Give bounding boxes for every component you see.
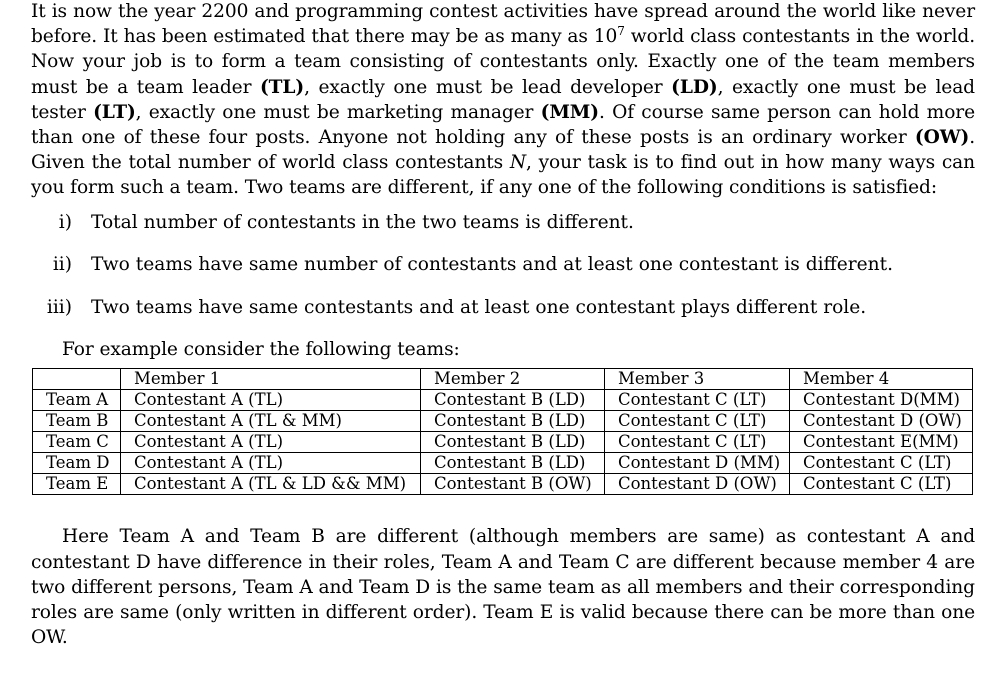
table-cell: Contestant C (LT) — [605, 432, 790, 453]
condition-marker: i) — [58, 211, 72, 233]
table-row — [33, 474, 973, 495]
role-lt: (LT) — [93, 101, 136, 123]
condition-text: Two teams have same number of contestants and at least one contestant is different. — [91, 254, 894, 276]
variable-n: N — [509, 152, 527, 174]
conditions-list — [31, 210, 975, 320]
team-label: Team C — [33, 432, 121, 453]
condition-item — [31, 295, 975, 320]
table-row — [33, 411, 973, 432]
exponent: 7 — [617, 24, 625, 39]
intro-text-4: , exactly one must be lead tester — [31, 76, 975, 123]
table-cell: Contestant A (TL) — [121, 432, 421, 453]
intro-text-7: . Given the total number of world class contestants — [31, 127, 975, 174]
teams-table — [32, 368, 973, 495]
condition-text: Total number of contestants in the two teams is different. — [91, 211, 634, 233]
table-cell: Contestant A (TL) — [121, 453, 421, 474]
intro-text-3: , exactly one must be lead developer — [304, 76, 672, 98]
table-row — [33, 390, 973, 411]
condition-item — [31, 252, 975, 277]
role-ow: (OW) — [914, 127, 970, 149]
condition-text: Two teams have same contestants and at least one contestant plays different role. — [91, 296, 867, 318]
intro-text-1: It is now the year 2200 and programming contest activities have spread around the world like never before. It has been estimated that there may be as many as 10 — [31, 1, 975, 48]
table-cell: Contestant D (OW) — [790, 411, 973, 432]
table-cell: Contestant D (OW) — [605, 474, 790, 495]
table-header-cell: Member 3 — [605, 369, 790, 390]
table-header-cell: Member 2 — [421, 369, 605, 390]
table-cell: Contestant C (LT) — [790, 474, 973, 495]
intro-text-8: , your task is to find out in how many ways can you form such a team. Two teams are different, if any one of the following conditions is satisfied: — [31, 152, 975, 199]
table-header-cell: Member 1 — [121, 369, 421, 390]
condition-marker: iii) — [46, 296, 72, 318]
intro-text-6: . Of course same person can hold more than one of these four posts. Anyone not holding any of these posts is an ordinary worker — [31, 101, 976, 149]
table-cell: Contestant D(MM) — [790, 390, 973, 411]
table-cell: Contestant C (LT) — [605, 411, 790, 432]
team-label: Team A — [33, 390, 121, 411]
intro-text-2: world class contestants in the world. Now your job is to form a team consisting of contestants only. Exactly one of the team members must be a team leader — [31, 26, 976, 98]
role-mm: (MM) — [540, 101, 599, 123]
conclusion-paragraph: Here Team A and Team B are different (although members are same) as contestant A and contestant D have difference in their roles, Team A and Team C are different because member 4 are two different persons, Team A and Team D is the same team as all members and their corresponding roles are same (only written in different order). Team E is valid because there can be more than one OW. — [31, 526, 975, 649]
role-ld: (LD) — [671, 76, 718, 98]
table-row — [33, 453, 973, 474]
team-label: Team B — [33, 411, 121, 432]
table-cell: Contestant E(MM) — [790, 432, 973, 453]
condition-item — [31, 210, 975, 235]
intro-text-5: , exactly one must be marketing manager — [135, 101, 541, 123]
table-cell: Contestant B (OW) — [421, 474, 605, 495]
table-cell: Contestant D (MM) — [605, 453, 790, 474]
intro-paragraph — [31, 0, 975, 201]
team-label: Team D — [33, 453, 121, 474]
table-cell: Contestant B (LD) — [421, 390, 605, 411]
table-header-cell — [33, 369, 121, 390]
table-header-row — [33, 369, 973, 390]
table-header-cell: Member 4 — [790, 369, 973, 390]
table-row — [33, 432, 973, 453]
table-cell: Contestant C (LT) — [790, 453, 973, 474]
team-label: Team E — [33, 474, 121, 495]
table-cell: Contestant B (LD) — [421, 432, 605, 453]
condition-marker: ii) — [52, 254, 72, 276]
table-cell: Contestant A (TL & MM) — [121, 411, 421, 432]
table-cell: Contestant B (LD) — [421, 453, 605, 474]
table-cell: Contestant A (TL) — [121, 390, 421, 411]
role-tl: (TL) — [259, 76, 305, 98]
example-intro: For example consider the following teams: — [62, 339, 460, 361]
table-cell: Contestant C (LT) — [605, 390, 790, 411]
table-cell: Contestant B (LD) — [421, 411, 605, 432]
problem-statement — [31, 0, 975, 650]
table-cell: Contestant A (TL & LD && MM) — [121, 474, 421, 495]
